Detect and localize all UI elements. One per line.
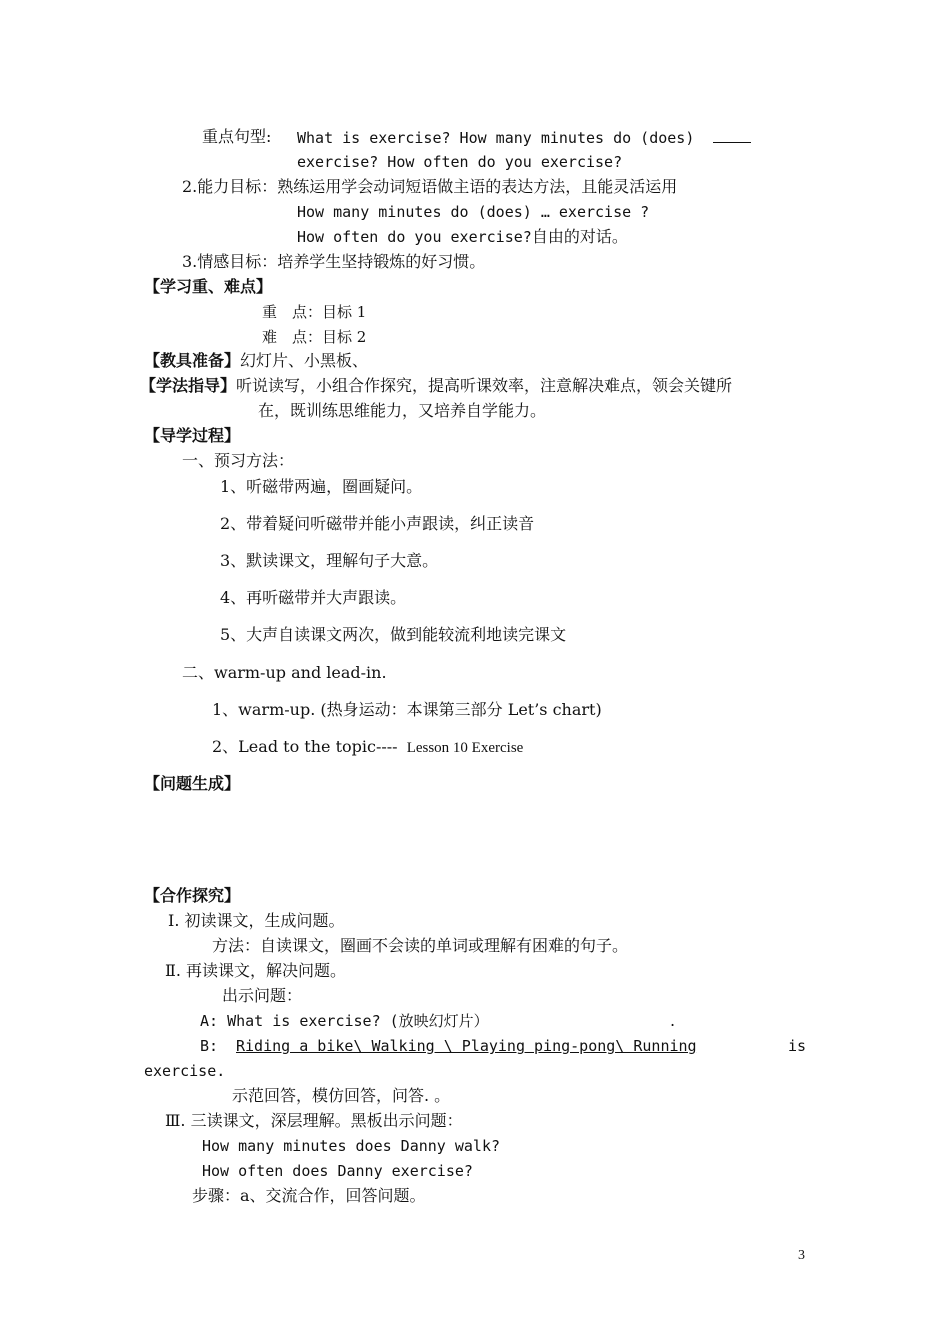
- question-b-tail: exercise.: [144, 1062, 226, 1080]
- ability-en-2a: How often do you exercise?: [297, 228, 532, 246]
- problems-heading: 【问题生成】: [144, 774, 241, 793]
- ability-label: 2.能力目标：: [182, 177, 278, 196]
- preview-step: 3、默读课文，理解句子大意。: [220, 551, 439, 570]
- focus-difficult-value: 目标 2: [322, 328, 367, 346]
- tools-heading: 【教具准备】: [144, 351, 241, 370]
- tools-line: [144, 350, 368, 372]
- warmup-item-2a: 2、Lead to the topic----: [212, 737, 398, 756]
- method-text-1: 听说读写，小组合作探究，提高听课效率，注意解决难点，领会关键所: [236, 376, 733, 395]
- warmup-title: 二、warm-up and lead-in.: [182, 663, 387, 682]
- page-number: 3: [798, 1248, 805, 1263]
- ability-en-line-1: How many minutes do (does) … exercise ?: [297, 203, 650, 221]
- focus-key: [262, 301, 366, 323]
- focus-key-label: 重 点：: [262, 303, 323, 321]
- method-line-1: [140, 375, 732, 397]
- emotion-text: 培养学生坚持锻炼的好习惯。: [277, 252, 486, 271]
- step-text: a、交流合作，回答问题。: [240, 1186, 426, 1205]
- tools-text: 幻灯片、小黑板、: [240, 351, 369, 370]
- preview-step: 4、再听磁带并大声跟读。: [220, 588, 407, 607]
- explore-third-title: Ⅲ. 三读课文，深层理解。黑板出示问题：: [165, 1111, 463, 1130]
- explore-second-title: Ⅱ. 再读课文，解决问题。: [165, 961, 347, 980]
- preview-step: 5、大声自读课文两次，做到能较流利地读完课文: [220, 625, 567, 644]
- question-b-answer: Riding a bike\ Walking \ Playing ping-pong\ Running: [236, 1037, 697, 1055]
- key-sentence-line-1: [297, 127, 751, 149]
- third-question-2: How often does Danny exercise?: [202, 1162, 473, 1180]
- question-a-dot: .: [670, 1011, 676, 1030]
- warmup-item-1: 1、warm-up. (热身运动：本课第三部分 Let’s chart): [212, 700, 602, 719]
- method-line-2: 在，既训练思维能力，又培养自学能力。: [258, 401, 547, 420]
- question-a-text: A: What is exercise? (放映幻灯片）: [200, 1012, 489, 1030]
- third-question-1: How many minutes does Danny walk?: [202, 1137, 501, 1155]
- preview-step: 1、听磁带两遍，圈画疑问。: [220, 477, 423, 496]
- explore-first-title: Ⅰ. 初读课文，生成问题。: [168, 911, 345, 930]
- key-sentence-text-1: What is exercise? How many minutes do (does): [297, 129, 695, 147]
- warmup-item-2b: Lesson 10 Exercise: [406, 740, 524, 756]
- key-sentence-line-2: exercise? How often do you exercise?: [297, 153, 623, 171]
- focus-difficult-label: 难 点：: [262, 328, 323, 346]
- explore-heading: 【合作探究】: [144, 886, 241, 905]
- focus-heading: 【学习重、难点】: [144, 277, 273, 296]
- emotion-label: 3.情感目标：: [182, 252, 278, 271]
- question-b-label: B:: [200, 1037, 219, 1055]
- preview-step: 2、带着疑问听磁带并能小声跟读，纠正读音: [220, 514, 535, 533]
- preview-title: 一、预习方法：: [182, 451, 295, 470]
- show-questions-label: 出示问题：: [222, 986, 303, 1005]
- question-a: [200, 1010, 489, 1032]
- model-answer: 示范回答，模仿回答，问答. 。: [232, 1086, 451, 1105]
- ability-text: 熟练运用学会动词短语做主语的表达方法，且能灵活运用: [277, 177, 678, 196]
- warmup-item-2: [212, 736, 523, 759]
- explore-first-method: 方法：自读课文，圈画不会读的单词或理解有困难的句子。: [212, 936, 629, 955]
- key-sentence-label: 重点句型:: [202, 127, 272, 146]
- step-line: [192, 1185, 426, 1207]
- ability-en-line-2: [297, 226, 628, 248]
- focus-difficult: [262, 326, 366, 348]
- ability-en-2b: 自由的对话。: [531, 227, 628, 246]
- fill-in-blank: [713, 128, 751, 143]
- process-heading: 【导学过程】: [144, 426, 241, 445]
- question-b-is: is: [788, 1037, 807, 1055]
- method-heading: 【学法指导】: [140, 376, 237, 395]
- step-label: 步骤：: [192, 1186, 241, 1205]
- emotion-goal: [182, 251, 485, 273]
- focus-key-value: 目标 1: [322, 303, 367, 321]
- ability-goal: [182, 176, 677, 198]
